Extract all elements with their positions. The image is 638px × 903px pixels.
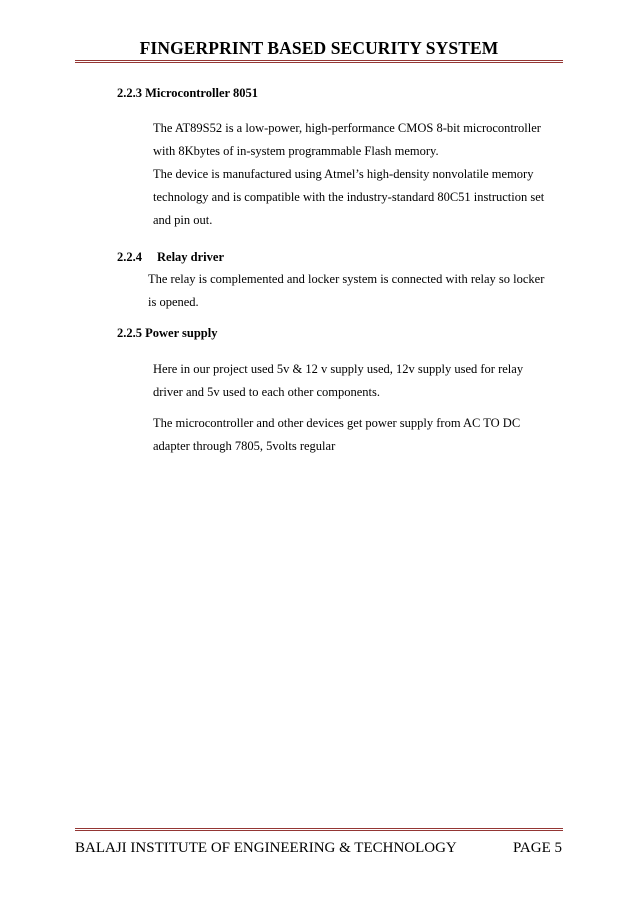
footer-rule [75,828,563,831]
paragraph-line: with 8Kbytes of in-system programmable Flash memory. [153,144,439,158]
paragraph-line: technology and is compatible with the industry-standard 80C51 instruction set [153,190,545,204]
paragraph-line: The AT89S52 is a low-power, high-performance CMOS 8-bit microcontroller [153,121,541,135]
paragraph-line: Here in our project used 5v & 12 v supply used, 12v supply used for relay [153,362,524,376]
header-rule [75,60,563,63]
paragraph-microcontroller [153,117,544,232]
paragraph-power-supply-1 [153,358,523,404]
paragraph-line: driver and 5v used to each other components. [153,385,381,399]
paragraph-relay-driver [148,268,544,314]
paragraph-line: and pin out. [153,213,213,227]
section-title: Relay driver [157,250,224,264]
paragraph-line: The device is manufactured using Atmel’s high-density nonvolatile memory [153,167,534,181]
paragraph-power-supply-2 [153,412,520,458]
section-heading-power-supply [117,326,217,341]
section-title: Power supply [145,326,218,340]
section-number: 2.2.4 [117,250,142,264]
section-heading-microcontroller [117,86,258,101]
section-number: 2.2.3 [117,86,142,100]
section-number: 2.2.5 [117,326,142,340]
paragraph-line: is opened. [148,295,199,309]
page-header-title: FINGERPRINT BASED SECURITY SYSTEM [139,38,499,58]
paragraph-line: adapter through 7805, 5volts regular [153,439,336,453]
footer-page-number: PAGE 5 [512,840,562,856]
section-heading-relay-driver [117,250,224,265]
footer-institute: BALAJI INSTITUTE OF ENGINEERING & TECHNOLOGY [75,840,457,856]
paragraph-line: The microcontroller and other devices get power supply from AC TO DC [153,416,521,430]
paragraph-line: The relay is complemented and locker system is connected with relay so locker [148,272,545,286]
section-title: Microcontroller 8051 [145,86,258,100]
